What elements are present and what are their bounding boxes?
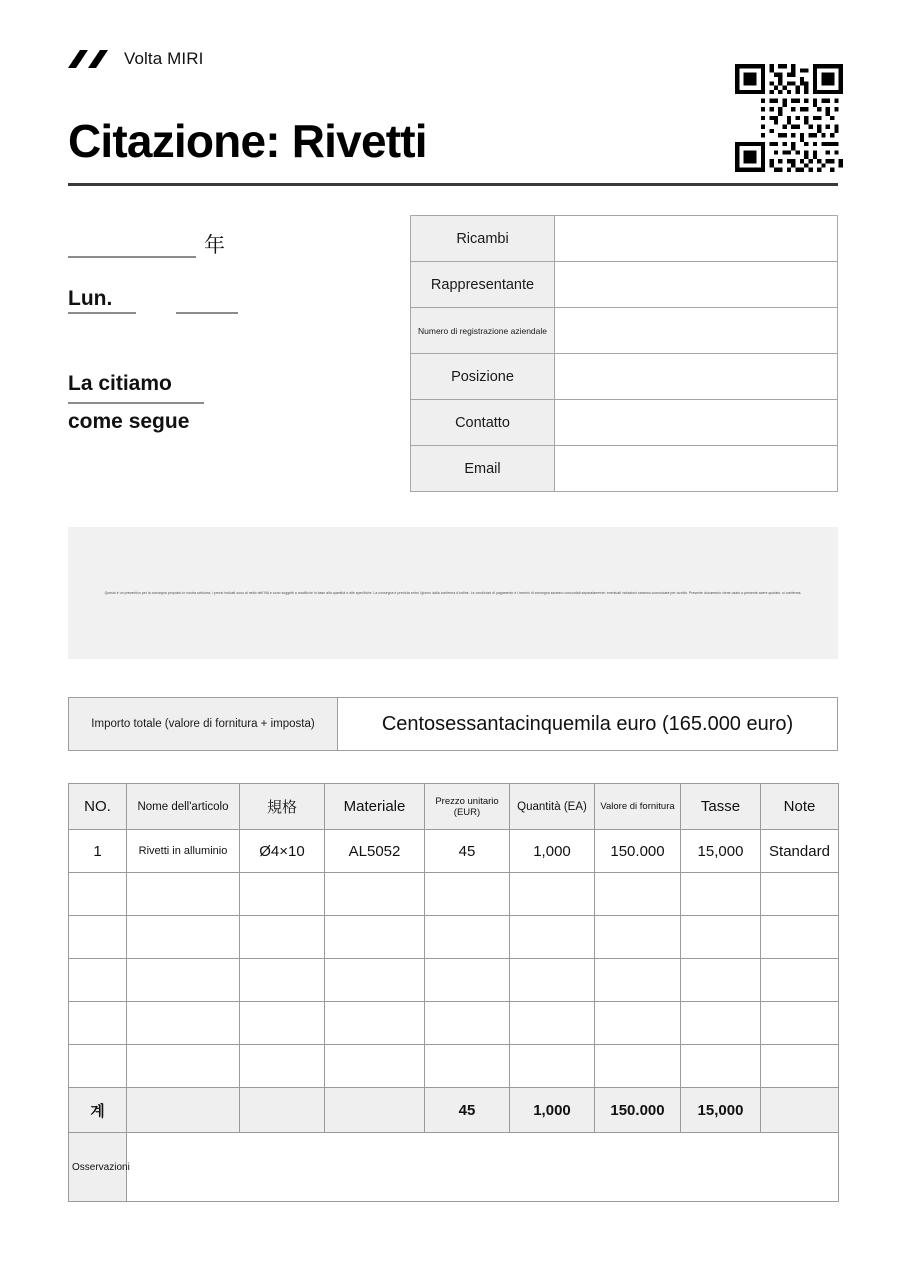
greeting-message [68, 366, 368, 440]
cell-empty[interactable] [127, 959, 240, 1002]
table-row [69, 1045, 839, 1088]
summary-supply-value: 150.000 [595, 1088, 681, 1133]
table-row [69, 916, 839, 959]
info-label-rappresentante: Rappresentante [411, 262, 555, 308]
page-title: Citazione: Rivetti [68, 115, 427, 167]
cell-empty[interactable] [761, 916, 839, 959]
table-row [69, 830, 839, 873]
cell-quantity: 1,000 [510, 830, 595, 873]
qr-code-icon [735, 64, 843, 172]
col-header-quantity: Quantità (EA) [510, 784, 595, 830]
cell-material: AL5052 [325, 830, 425, 873]
cell-empty[interactable] [595, 916, 681, 959]
cell-empty[interactable] [681, 1002, 761, 1045]
col-header-tax: Tasse [681, 784, 761, 830]
cell-empty[interactable] [127, 1045, 240, 1088]
cell-empty[interactable] [681, 1045, 761, 1088]
info-label-registrazione: Numero di registrazione aziendale [411, 308, 555, 354]
greeting-block [68, 232, 368, 440]
date-year-row [68, 232, 368, 258]
info-label-contatto: Contatto [411, 400, 555, 446]
table-row [69, 873, 839, 916]
cell-empty[interactable] [127, 916, 240, 959]
cell-empty[interactable] [69, 959, 127, 1002]
cell-empty[interactable] [425, 1002, 510, 1045]
cell-empty[interactable] [240, 873, 325, 916]
cell-empty[interactable] [761, 959, 839, 1002]
total-amount-band [68, 697, 838, 751]
info-value-ricambi[interactable] [555, 216, 838, 262]
terms-notice-text: Questo è un preventivo per la consegna proposto in nostra schiuma, i prezzi indicati sono al netto dell'IVA e sono soggetti a modifiche in base alla quantità e alle specifiche. La consegna è prevista entro l'giorno dalla conferma d'ordine. Le condizioni di pagamento e i termini di consegna saranno concordati separatamente; eventuali variazioni saranno comunicate per iscritto. Presente documento viene usato a presente avere quotato, si conferma. [104, 590, 802, 595]
col-header-note: Note [761, 784, 839, 830]
greeting-line-2: come segue [68, 410, 190, 434]
items-header-row [69, 784, 839, 830]
cell-empty[interactable] [325, 916, 425, 959]
col-header-spec: 規格 [240, 784, 325, 830]
cell-empty[interactable] [595, 1002, 681, 1045]
cell-empty[interactable] [240, 959, 325, 1002]
col-header-material: Materiale [325, 784, 425, 830]
double-flag-icon [68, 48, 112, 70]
weekday-blank-field[interactable] [176, 294, 238, 314]
cell-empty[interactable] [510, 873, 595, 916]
col-header-no: NO. [69, 784, 127, 830]
cell-empty[interactable] [595, 1045, 681, 1088]
cell-empty[interactable] [761, 1045, 839, 1088]
cell-supply-value: 150.000 [595, 830, 681, 873]
table-row [69, 959, 839, 1002]
info-value-email[interactable] [555, 446, 838, 492]
table-row [411, 354, 838, 400]
cell-empty[interactable] [761, 873, 839, 916]
table-row [69, 698, 838, 751]
items-summary-row [69, 1088, 839, 1133]
brand-logo [68, 48, 203, 70]
cell-empty[interactable] [425, 873, 510, 916]
cell-tax: 15,000 [681, 830, 761, 873]
summary-spec-blank [240, 1088, 325, 1133]
cell-empty[interactable] [127, 873, 240, 916]
info-value-contatto[interactable] [555, 400, 838, 446]
cell-unit-price: 45 [425, 830, 510, 873]
terms-notice-panel [68, 527, 838, 659]
cell-empty[interactable] [69, 873, 127, 916]
remarks-value[interactable] [127, 1133, 839, 1202]
cell-empty[interactable] [510, 1002, 595, 1045]
cell-empty[interactable] [510, 916, 595, 959]
brand-name: Volta MIRI [124, 49, 204, 68]
cell-empty[interactable] [325, 873, 425, 916]
table-row [69, 1002, 839, 1045]
col-header-unit-price: Prezzo unitario (EUR) [425, 784, 510, 830]
cell-empty[interactable] [425, 1045, 510, 1088]
company-info-table [410, 215, 838, 492]
cell-empty[interactable] [69, 1045, 127, 1088]
info-value-rappresentante[interactable] [555, 262, 838, 308]
cell-empty[interactable] [240, 916, 325, 959]
cell-empty[interactable] [595, 873, 681, 916]
summary-note-blank [761, 1088, 839, 1133]
cell-empty[interactable] [325, 1045, 425, 1088]
summary-tax: 15,000 [681, 1088, 761, 1133]
summary-quantity: 1,000 [510, 1088, 595, 1133]
total-amount-value: Centosessantacinquemila euro (165.000 euro) [338, 698, 838, 751]
cell-empty[interactable] [240, 1002, 325, 1045]
cell-empty[interactable] [681, 959, 761, 1002]
summary-material-blank [325, 1088, 425, 1133]
cell-empty[interactable] [325, 959, 425, 1002]
cell-name: Rivetti in alluminio [127, 830, 240, 873]
weekday-row [68, 286, 368, 314]
cell-empty[interactable] [681, 873, 761, 916]
title-divider [68, 183, 838, 186]
cell-spec: Ø4×10 [240, 830, 325, 873]
cell-note: Standard [761, 830, 839, 873]
col-header-supply-value: Valore di fornitura [595, 784, 681, 830]
info-value-registrazione[interactable] [555, 308, 838, 354]
items-table [68, 783, 839, 1202]
table-row [411, 400, 838, 446]
cell-empty[interactable] [681, 916, 761, 959]
info-value-posizione[interactable] [555, 354, 838, 400]
summary-name-blank [127, 1088, 240, 1133]
table-row [411, 216, 838, 262]
table-row [411, 308, 838, 354]
cell-empty[interactable] [127, 1002, 240, 1045]
remarks-label: Osservazioni [69, 1133, 127, 1202]
cell-empty[interactable] [69, 916, 127, 959]
year-suffix-label: 年 [204, 233, 225, 257]
cell-empty[interactable] [69, 1002, 127, 1045]
summary-label: 계 [69, 1088, 127, 1133]
total-amount-label: Importo totale (valore di fornitura + imposta) [69, 698, 338, 751]
cell-empty[interactable] [510, 1045, 595, 1088]
year-blank-field[interactable] [68, 232, 196, 258]
cell-empty[interactable] [425, 916, 510, 959]
table-row [411, 446, 838, 492]
summary-unit-price: 45 [425, 1088, 510, 1133]
info-label-email: Email [411, 446, 555, 492]
col-header-name: Nome dell'articolo [127, 784, 240, 830]
remarks-row [69, 1133, 839, 1202]
cell-empty[interactable] [510, 959, 595, 1002]
cell-empty[interactable] [761, 1002, 839, 1045]
info-label-ricambi: Ricambi [411, 216, 555, 262]
cell-empty[interactable] [595, 959, 681, 1002]
cell-empty[interactable] [325, 1002, 425, 1045]
cell-empty[interactable] [240, 1045, 325, 1088]
info-label-posizione: Posizione [411, 354, 555, 400]
table-row [411, 262, 838, 308]
cell-no: 1 [69, 830, 127, 873]
cell-empty[interactable] [425, 959, 510, 1002]
weekday-label: Lun. [68, 286, 136, 314]
greeting-line-1: La citiamo [68, 366, 204, 404]
